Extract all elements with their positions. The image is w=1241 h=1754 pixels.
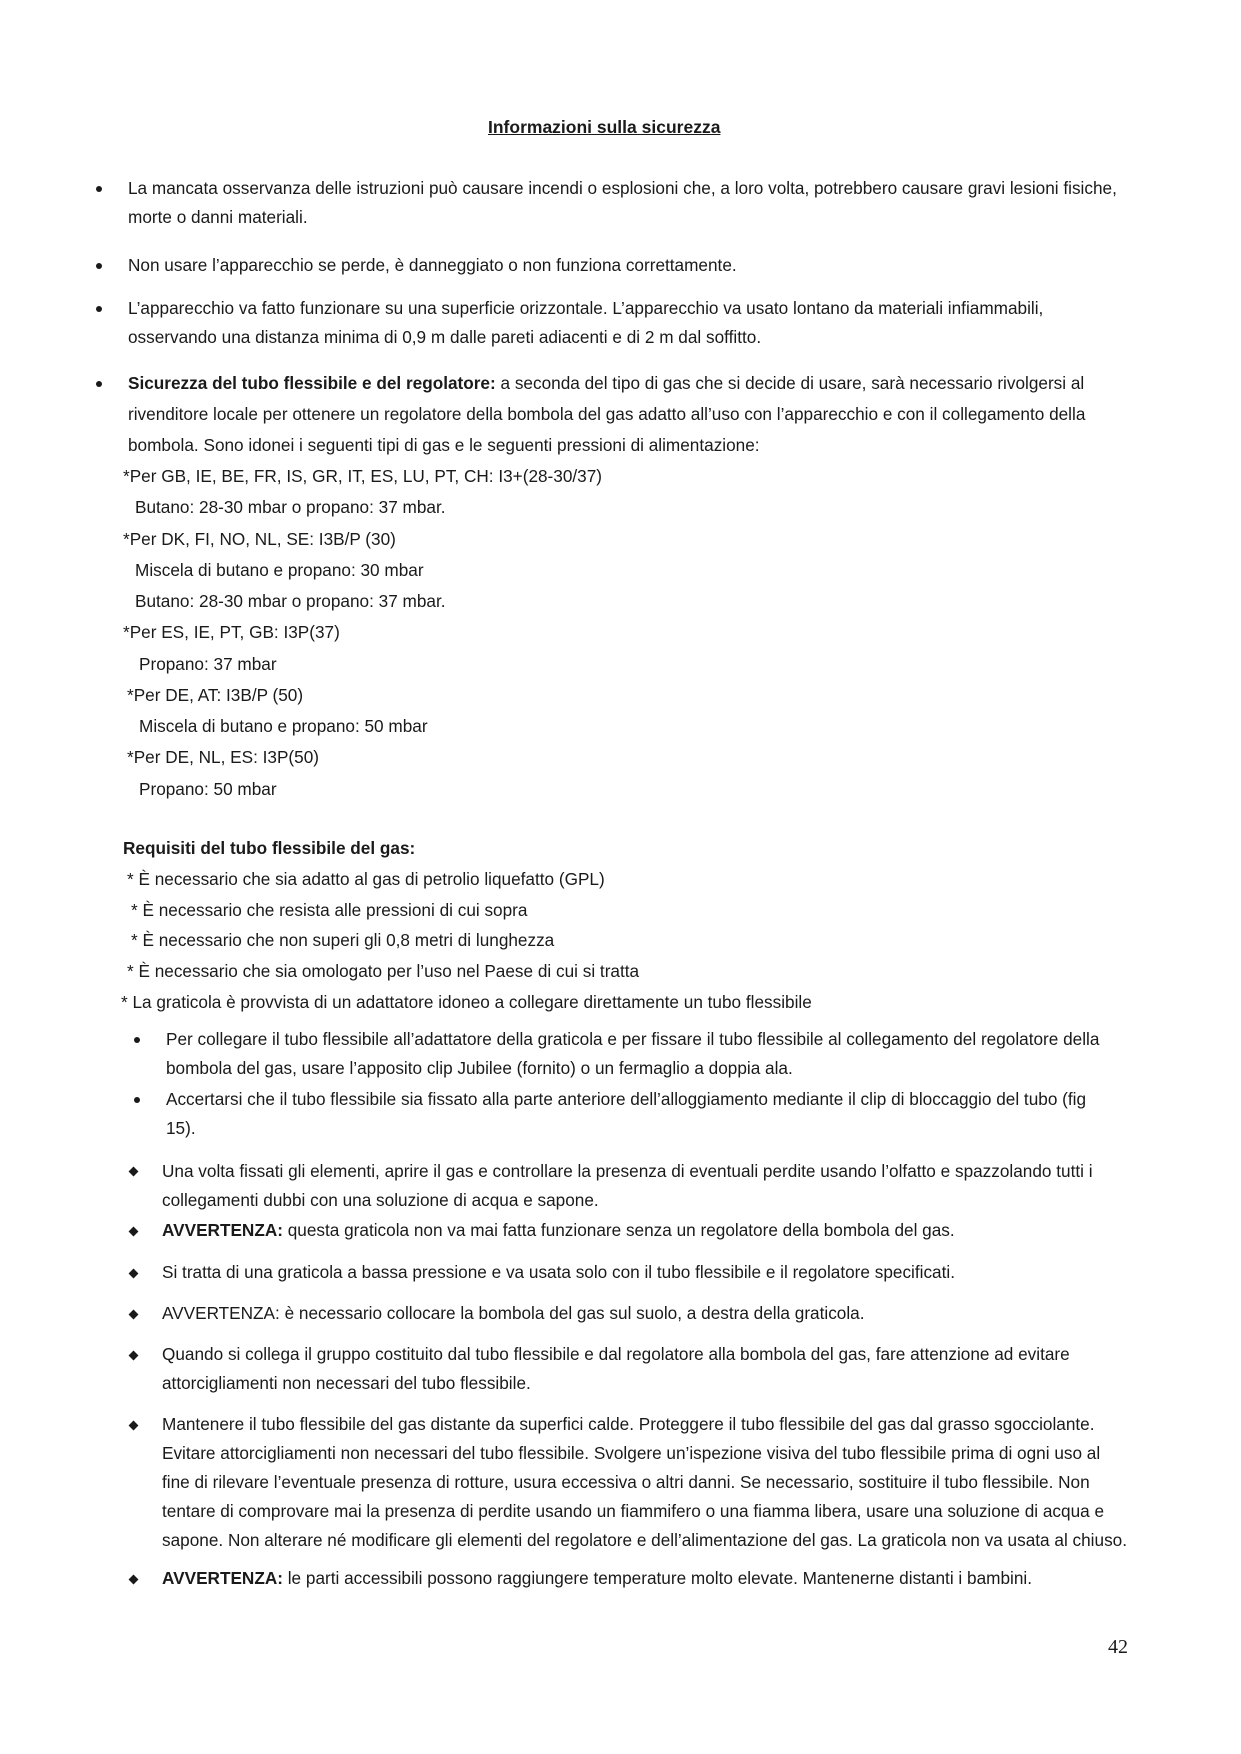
sub-bullet-line: Accertarsi che il tubo flessibile sia fissato alla parte anteriore dell’alloggiamento mediante il clip di bloccaggio del tubo (fig [166, 1089, 1087, 1109]
diamond-item-line: fine di rilevare l’eventuale presenza di rotture, usura eccessiva o altri danni. Se necessario, sostituire il tubo flessibile. Non [162, 1472, 1090, 1492]
hose-requirement: * È necessario che resista alle pressioni di cui sopra [131, 900, 528, 920]
diamond-bullet-icon [129, 1421, 139, 1431]
diamond-item-line: sapone. Non alterare né modificare gli elementi del regolatore e dell’alimentazione del gas. La graticola non va usata al chiuso. [162, 1530, 1127, 1550]
bullet-line: morte o danni materiali. [128, 207, 308, 227]
gas-spec-line: Miscela di butano e propano: 50 mbar [139, 716, 428, 736]
diamond-item-line: Quando si collega il gruppo costituito dal tubo flessibile e dal regolatore alla bombola del gas, fare attenzione ad evitare [162, 1344, 1070, 1364]
diamond-item-line: attorcigliamenti non necessari del tubo flessibile. [162, 1373, 531, 1393]
diamond-bullet-icon [129, 1227, 139, 1237]
bold-lead: AVVERTENZA: [162, 1568, 283, 1588]
bullet-line: L’apparecchio va fatto funzionare su una superficie orizzontale. L’apparecchio va usato lontano da materiali infiammabili, [128, 298, 1044, 318]
bullet-line-rest: a seconda del tipo di gas che si decide di usare, sarà necessario rivolgersi al [495, 373, 1085, 393]
diamond-bullet-icon [129, 1351, 139, 1361]
diamond-item-line: Mantenere il tubo flessibile del gas distante da superfici calde. Proteggere il tubo flessibile del gas dal grasso sgocciolante. [162, 1414, 1095, 1434]
bullet-line-first [128, 373, 1084, 393]
diamond-item-line-first [162, 1568, 1032, 1588]
gas-spec-line: *Per GB, IE, BE, FR, IS, GR, IT, ES, LU, PT, CH: I3+(28-30/37) [123, 466, 603, 486]
diamond-item-line: Si tratta di una graticola a bassa pressione e va usata solo con il tubo flessibile e il regolatore specificati. [162, 1262, 955, 1282]
sub-bullet-line: Per collegare il tubo flessibile all’adattatore della graticola e per fissare il tubo flessibile al collegamento del regolatore della [166, 1029, 1100, 1049]
bullet-icon [96, 381, 102, 387]
hose-requirement: * È necessario che sia omologato per l’uso nel Paese di cui si tratta [127, 961, 640, 981]
gas-spec-line: Miscela di butano e propano: 30 mbar [135, 560, 424, 580]
bullet-line: bombola. Sono idonei i seguenti tipi di gas e le seguenti pressioni di alimentazione: [128, 435, 760, 455]
gas-spec-line: Propano: 37 mbar [139, 654, 277, 674]
page-number: 42 [1108, 1636, 1128, 1658]
bullet-icon [96, 306, 102, 312]
hose-heading: Requisiti del tubo flessibile del gas: [123, 838, 416, 858]
gas-spec-line: Butano: 28-30 mbar o propano: 37 mbar. [135, 497, 446, 517]
diamond-item-line: collegamenti dubbi con una soluzione di acqua e sapone. [162, 1190, 599, 1210]
hose-requirement: * È necessario che sia adatto al gas di petrolio liquefatto (GPL) [127, 869, 605, 889]
bold-lead: AVVERTENZA: [162, 1220, 283, 1240]
diamond-bullet-icon [129, 1575, 139, 1585]
diamond-item-line: Una volta fissati gli elementi, aprire il gas e controllare la presenza di eventuali perdite usando l’olfatto e spazzolando tutti i [162, 1161, 1093, 1181]
sub-bullet-line: 15). [166, 1118, 196, 1138]
bullet-icon [134, 1097, 140, 1103]
gas-spec-line: Propano: 50 mbar [139, 779, 277, 799]
bullet-icon [96, 186, 102, 192]
gas-spec-line: *Per ES, IE, PT, GB: I3P(37) [123, 622, 340, 642]
bullet-line: Non usare l’apparecchio se perde, è danneggiato o non funziona correttamente. [128, 255, 737, 275]
sub-bullet-line: bombola del gas, usare l’apposito clip Jubilee (fornito) o un fermaglio a doppia ala. [166, 1058, 793, 1078]
bullet-line: rivenditore locale per ottenere un regolatore della bombola del gas adatto all’uso con l’apparecchio e con il collegamento della [128, 404, 1086, 424]
bullet-icon [134, 1037, 140, 1043]
page-title: Informazioni sulla sicurezza [488, 117, 721, 137]
diamond-bullet-icon [129, 1269, 139, 1279]
diamond-item-line: tentare di comprovare mai la presenza di perdite usando un fiammifero o una fiamma libera, usare una soluzione di acqua e [162, 1501, 1105, 1521]
diamond-item-rest: le parti accessibili possono raggiungere temperature molto elevate. Mantenerne distanti i bambini. [282, 1568, 1032, 1588]
diamond-item-line: Evitare attorcigliamenti non necessari del tubo flessibile. Svolgere un’ispezione visiva del tubo flessibile prima di ogni uso al [162, 1443, 1101, 1463]
bold-lead: Sicurezza del tubo flessibile e del regolatore: [128, 373, 496, 393]
diamond-bullet-icon [129, 1167, 139, 1177]
gas-spec-line: Butano: 28-30 mbar o propano: 37 mbar. [135, 591, 446, 611]
diamond-item-line: AVVERTENZA: è necessario collocare la bombola del gas sul suolo, a destra della graticola. [162, 1303, 865, 1323]
bullet-line: La mancata osservanza delle istruzioni può causare incendi o esplosioni che, a loro volta, potrebbero causare gravi lesioni fisiche, [128, 178, 1117, 198]
diamond-item-line-first [162, 1220, 955, 1240]
hose-requirement: * È necessario che non superi gli 0,8 metri di lunghezza [131, 930, 555, 950]
gas-spec-line: *Per DK, FI, NO, NL, SE: I3B/P (30) [123, 529, 396, 549]
bullet-icon [96, 263, 102, 269]
hose-requirement: * La graticola è provvista di un adattatore idoneo a collegare direttamente un tubo flessibile [121, 992, 812, 1012]
diamond-item-rest: questa graticola non va mai fatta funzionare senza un regolatore della bombola del gas. [282, 1220, 955, 1240]
diamond-bullet-icon [129, 1310, 139, 1320]
gas-spec-line: *Per DE, NL, ES: I3P(50) [127, 747, 319, 767]
bullet-line: osservando una distanza minima di 0,9 m dalle pareti adiacenti e di 2 m dal soffitto. [128, 327, 762, 347]
gas-spec-line: *Per DE, AT: I3B/P (50) [127, 685, 304, 705]
